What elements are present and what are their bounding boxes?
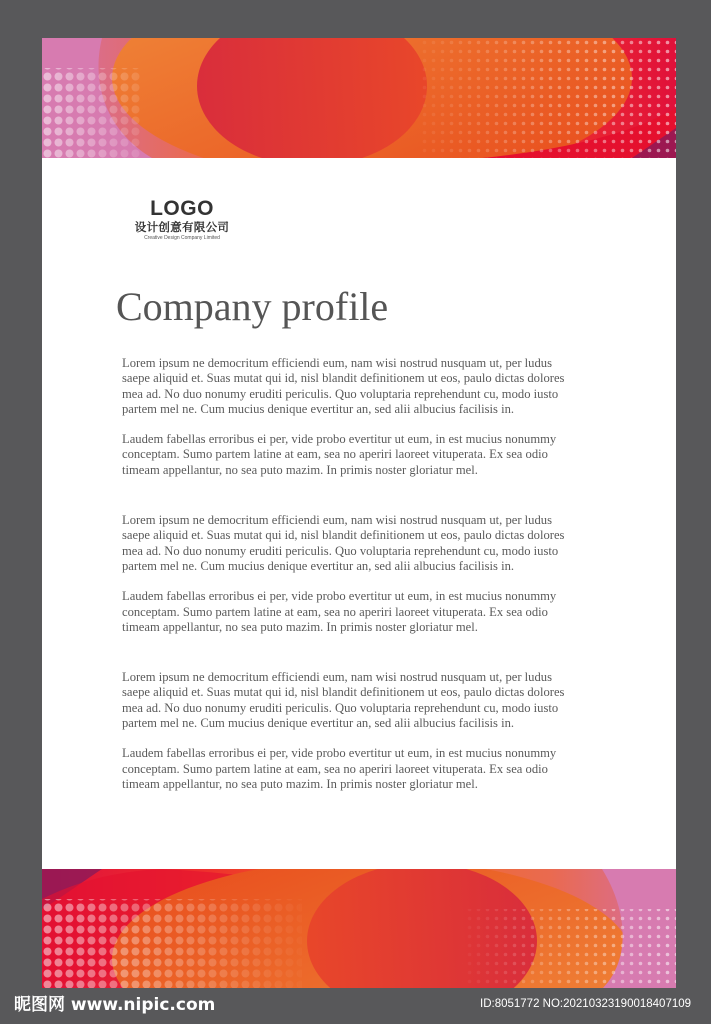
paragraph-1: Lorem ipsum ne democritum efficiendi eum, nam wisi nostrud nusquam ut, per ludus saepe aliquid et. Suas mutat qui id, nisl blandit definitionem ut eos, paulo dictas dolores mea ad. No duo nonumy eruditi periculis. Quo voluptaria reprehendunt cu, modo iusto partem mel ne. Cum mucius denique evertitur an, sed alii albucius facilisis in.	[122, 356, 565, 416]
paragraph-6: Laudem fabellas erroribus ei per, vide probo evertitur ut eum, in est mucius nonummy conceptam. Sumo partem latine at eam, sea no aperiri laoreet vituperata. Ex sea odio timeam appellantur, no sea puto mazim. In primis noster gloriatur mel.	[122, 746, 557, 791]
watermark-site: 昵图网 www.nipic.com	[14, 995, 216, 1015]
header-decoration	[42, 38, 676, 158]
company-logo	[120, 198, 244, 244]
logo-chinese-name: 设计创意有限公司	[134, 220, 230, 234]
watermark-id: ID:8051772 NO:20210323190018407109	[480, 998, 692, 1010]
logo-wordmark: LOGO	[150, 197, 214, 220]
profile-body	[122, 356, 602, 792]
paragraph-5: Lorem ipsum ne democritum efficiendi eum, nam wisi nostrud nusquam ut, per ludus saepe aliquid et. Suas mutat qui id, nisl blandit definitionem ut eos, paulo dictas dolores mea ad. No duo nonumy eruditi periculis. Quo voluptaria reprehendunt cu, modo iusto partem mel ne. Cum mucius denique evertitur an, sed alii albucius facilisis in.	[122, 670, 565, 731]
page-title: Company profile	[116, 284, 389, 329]
letterhead-page	[42, 38, 676, 988]
footer-decoration	[42, 869, 676, 988]
paragraph-3: Lorem ipsum ne democritum efficiendi eum, nam wisi nostrud nusquam ut, per ludus saepe aliquid et. Suas mutat qui id, nisl blandit definitionem ut eos, paulo dictas dolores mea ad. No duo nonumy eruditi periculis. Quo voluptaria reprehendunt cu, modo iusto partem mel ne. Cum mucius denique evertitur an, sed alii albucius facilisis in.	[122, 513, 565, 573]
paragraph-4: Laudem fabellas erroribus ei per, vide probo evertitur ut eum, in est mucius nonummy conceptam. Sumo partem latine at eam, sea no aperiri laoreet vituperata. Ex sea odio timeam appellantur, no sea puto mazim. In primis noster gloriatur mel.	[122, 589, 557, 634]
paragraph-2: Laudem fabellas erroribus ei per, vide probo evertitur ut eum, in est mucius nonummy conceptam. Sumo partem latine at eam, sea no aperiri laoreet vituperata. Ex sea odio timeam appellantur, no sea puto mazim. In primis noster gloriatur mel.	[122, 432, 557, 477]
logo-english-name: Creative Design Company Limited	[144, 235, 220, 241]
